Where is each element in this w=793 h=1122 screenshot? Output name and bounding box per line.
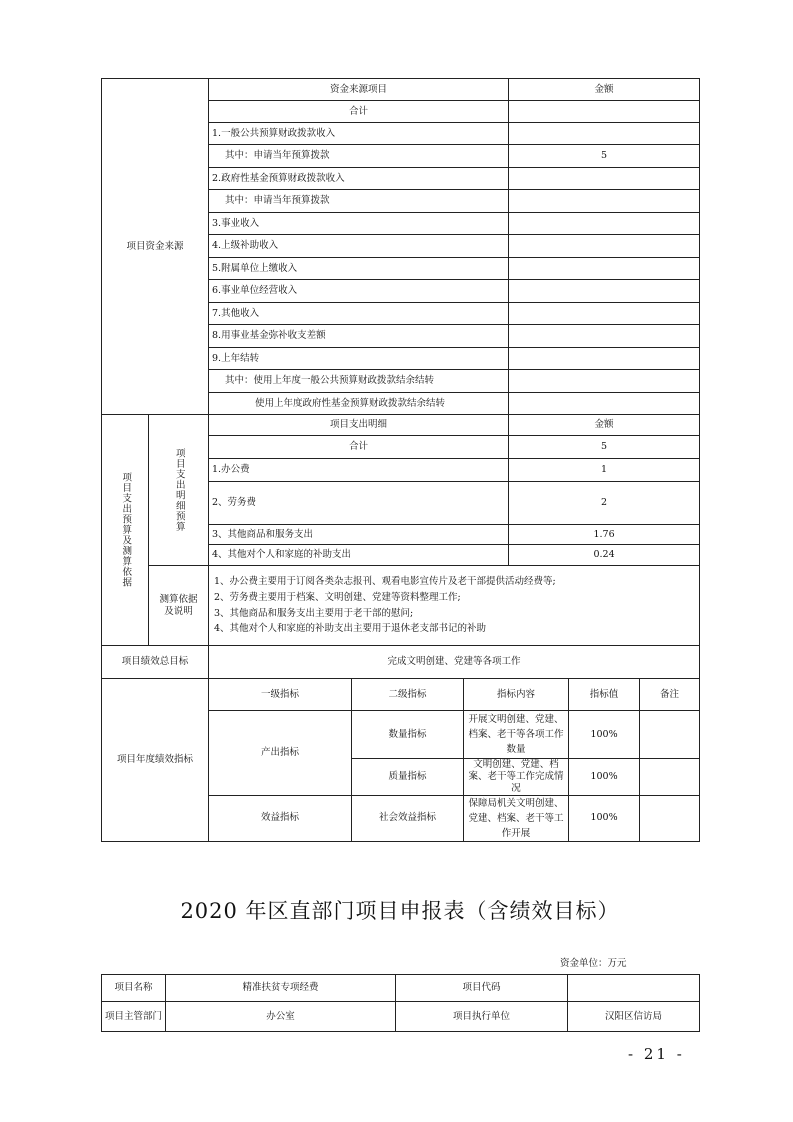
executing-unit-value: 汉阳区信访局 (568, 1002, 700, 1032)
expenditure-detail-label: 项目支出明细预算 (149, 415, 209, 566)
indicator-header: 一级指标 (209, 679, 352, 711)
indicator-header: 二级指标 (352, 679, 464, 711)
annual-indicators-label: 项目年度绩效指标 (102, 679, 209, 842)
indicator-header: 指标内容 (464, 679, 569, 711)
project-header-table (101, 974, 700, 1032)
output-indicator-label: 产出指标 (209, 711, 352, 796)
project-name-value: 精准扶贫专项经费 (166, 975, 396, 1002)
funding-row-label: 其中：申请当年预算拨款 (209, 190, 509, 213)
overall-goal-text: 完成文明创建、党建等各项工作 (209, 646, 700, 679)
expenditure-row-label: 2、劳务费 (209, 482, 509, 525)
indicator-level2: 社会效益指标 (352, 795, 464, 842)
indicator-level2: 数量指标 (352, 711, 464, 759)
indicator-content: 保障局机关文明创建、党建、档案、老干等工作开展 (464, 795, 569, 842)
indicator-note (640, 759, 700, 796)
funding-row-amount (509, 303, 700, 325)
page-number: - 21 - (628, 1045, 685, 1063)
expenditure-row-amount: 1.76 (509, 525, 700, 545)
expenditure-row-amount: 2 (509, 482, 700, 525)
funding-row-amount (509, 168, 700, 190)
expenditure-section-label: 项目支出预算及测算依据 (102, 415, 149, 646)
indicator-header: 指标值 (569, 679, 640, 711)
funding-header-amount: 金额 (509, 79, 700, 101)
funding-row-label: 1.一般公共预算财政拨款收入 (209, 123, 509, 145)
indicator-content: 开展文明创建、党建、档案、老干等各项工作数量 (464, 711, 569, 759)
funding-row-amount (509, 235, 700, 258)
funding-row-amount (509, 393, 700, 415)
currency-unit: 资金单位：万元 (560, 958, 627, 969)
funding-row-label: 7.其他收入 (209, 303, 509, 325)
basis-line: 2、劳务费主要用于档案、文明创建、党建等资料整理工作; (214, 591, 461, 603)
funding-row-label: 3.事业收入 (209, 213, 509, 235)
overall-goal-label: 项目绩效总目标 (102, 646, 209, 679)
funding-row-amount (509, 325, 700, 348)
funding-total-amount (509, 101, 700, 123)
indicator-value: 100% (569, 795, 640, 842)
basis-line: 1、办公费主要用于订阅各类杂志报刊、观看电影宣传片及老干部提供活动经费等; (214, 576, 556, 588)
indicator-content: 文明创建、党建、档案、老干等工作完成情况 (464, 759, 569, 796)
funding-row-amount (509, 280, 700, 303)
managing-dept-value: 办公室 (166, 1002, 396, 1032)
project-name-label: 项目名称 (102, 975, 166, 1002)
funding-header-item: 资金来源项目 (209, 79, 509, 101)
funding-row-label: 4.上级补助收入 (209, 235, 509, 258)
funding-row-label: 9.上年结转 (209, 348, 509, 370)
funding-row-amount (509, 123, 700, 145)
basis-line: 4、其他对个人和家庭的补助支出主要用于退休老支部书记的补助 (214, 623, 487, 635)
project-budget-table (101, 78, 700, 842)
expenditure-total-label: 合计 (209, 436, 509, 459)
expenditure-row-amount: 1 (509, 459, 700, 482)
managing-dept-label: 项目主管部门 (102, 1002, 166, 1032)
executing-unit-label: 项目执行单位 (396, 1002, 568, 1032)
funding-row-label: 8.用事业基金弥补收支差额 (209, 325, 509, 348)
funding-row-amount (509, 370, 700, 393)
funding-total-label: 合计 (209, 101, 509, 123)
funding-row-label: 6.事业单位经营收入 (209, 280, 509, 303)
indicator-note (640, 711, 700, 759)
funding-row-label: 其中：申请当年预算拨款 (209, 145, 509, 168)
funding-row-amount: 5 (509, 145, 700, 168)
funding-row-amount (509, 348, 700, 370)
funding-row-label: 5.附属单位上缴收入 (209, 258, 509, 280)
form-title: 2020 年区直部门项目申报表（含绩效目标） (180, 899, 620, 923)
funding-row-label: 2.政府性基金预算财政拨款收入 (209, 168, 509, 190)
funding-row-amount (509, 213, 700, 235)
indicator-header: 备注 (640, 679, 700, 711)
effect-indicator-label: 效益指标 (209, 795, 352, 842)
funding-row-label: 使用上年度政府性基金预算财政拨款结余结转 (209, 393, 509, 415)
project-code-value (568, 975, 700, 1002)
indicator-value: 100% (569, 711, 640, 759)
funding-section-label: 项目资金来源 (102, 79, 209, 415)
expenditure-row-amount: 0.24 (509, 545, 700, 566)
funding-row-label: 其中：使用上年度一般公共预算财政拨款结余结转 (209, 370, 509, 393)
expenditure-row-label: 3、其他商品和服务支出 (209, 525, 509, 545)
basis-label: 测算依据 及说明 (149, 566, 209, 646)
indicator-value: 100% (569, 759, 640, 796)
expenditure-row-label: 4、其他对个人和家庭的补助支出 (209, 545, 509, 566)
expenditure-total-amount: 5 (509, 436, 700, 459)
indicator-level2: 质量指标 (352, 759, 464, 796)
project-code-label: 项目代码 (396, 975, 568, 1002)
funding-row-amount (509, 190, 700, 213)
basis-line: 3、其他商品和服务支出主要用于老干部的慰问; (214, 607, 414, 619)
basis-description (209, 566, 700, 646)
expenditure-header-amount: 金额 (509, 415, 700, 436)
funding-row-amount (509, 258, 700, 280)
expenditure-header-item: 项目支出明细 (209, 415, 509, 436)
expenditure-row-label: 1.办公费 (209, 459, 509, 482)
indicator-note (640, 795, 700, 842)
